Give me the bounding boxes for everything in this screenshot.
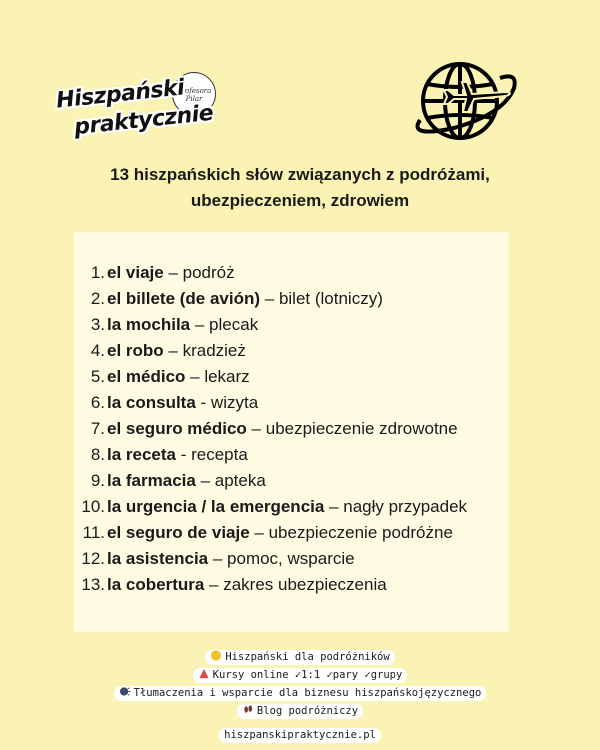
vocab-item xyxy=(74,312,509,338)
vocab-text xyxy=(107,260,509,286)
separator: - xyxy=(195,393,211,412)
vocab-text xyxy=(107,546,509,572)
polish-translation: zakres ubezpieczenia xyxy=(223,575,387,594)
polish-translation: lekarz xyxy=(204,367,250,386)
vocab-number: 11. xyxy=(82,523,105,542)
polish-translation: apteka xyxy=(214,471,266,490)
logo xyxy=(52,70,217,145)
vocab-number: 9. xyxy=(90,471,105,490)
vocab-number: 2. xyxy=(90,289,105,308)
vocab-item xyxy=(74,494,509,520)
vocab-number: 7. xyxy=(90,419,105,438)
separator: – xyxy=(249,523,269,542)
separator: – xyxy=(185,367,205,386)
vocab-text xyxy=(107,416,509,442)
separator: – xyxy=(190,315,210,334)
spanish-term: el viaje xyxy=(107,263,164,282)
vocabulary-list xyxy=(74,260,509,598)
separator: – xyxy=(324,497,344,516)
vocab-item xyxy=(74,572,509,598)
page-title xyxy=(0,162,600,214)
footer-courses-text: Kursy online ✓1:1 ✓pary ✓grupy xyxy=(212,669,403,681)
footer-url-line xyxy=(0,725,600,742)
vocab-item xyxy=(74,364,509,390)
polish-translation: pomoc, wsparcie xyxy=(227,549,355,568)
vocab-text xyxy=(107,468,509,494)
separator: – xyxy=(163,341,183,360)
vocab-item xyxy=(74,286,509,312)
footer-translation-text: Tłumaczenia i wsparcie dla biznesu hiszpańskojęzycznego xyxy=(133,687,482,699)
vocab-number: 3. xyxy=(90,315,105,334)
vocab-item xyxy=(74,520,509,546)
vocab-text xyxy=(107,442,509,468)
vocab-text xyxy=(107,312,509,338)
separator: – xyxy=(204,575,224,594)
footprints-icon xyxy=(242,704,254,715)
vocab-text xyxy=(107,364,509,390)
separator: – xyxy=(163,263,183,282)
polish-translation: ubezpieczenie podróżne xyxy=(268,523,453,542)
vocab-text xyxy=(107,520,509,546)
spanish-term: el seguro médico xyxy=(107,419,247,438)
separator: - xyxy=(176,445,192,464)
vocab-number: 1. xyxy=(90,263,105,282)
spanish-term: el billete (de avión) xyxy=(107,289,261,308)
vocab-item xyxy=(74,468,509,494)
vocab-number: 6. xyxy=(90,393,105,412)
vocab-number: 8. xyxy=(90,445,105,464)
logo-line-1: Hiszpański xyxy=(55,75,186,114)
vocab-number: 10. xyxy=(81,497,105,516)
vocab-number: 4. xyxy=(90,341,105,360)
red-triangle-icon xyxy=(198,668,210,679)
spanish-term: la urgencia / la emergencia xyxy=(107,497,325,516)
spanish-term: la cobertura xyxy=(107,575,205,594)
polish-translation: ubezpieczenie zdrowotne xyxy=(265,419,458,438)
polish-translation: podróż xyxy=(182,263,235,282)
vocab-item xyxy=(74,442,509,468)
vocab-number: 13. xyxy=(81,575,105,594)
vocab-number: 12. xyxy=(81,549,105,568)
vocabulary-card xyxy=(74,232,509,632)
vocab-item xyxy=(74,390,509,416)
vocab-text xyxy=(107,572,509,598)
footer-blog-text: Blog podróżniczy xyxy=(256,705,359,717)
spanish-term: la receta xyxy=(107,445,176,464)
vocab-text xyxy=(107,338,509,364)
separator: – xyxy=(246,419,266,438)
polish-translation: kradzież xyxy=(182,341,246,360)
speaking-head-icon xyxy=(119,686,131,697)
polish-translation: wizyta xyxy=(210,393,259,412)
yellow-circle-icon xyxy=(210,650,222,661)
logo-line-2: praktycznie xyxy=(73,100,215,141)
globe-airplane-icon xyxy=(414,58,520,144)
spanish-term: la mochila xyxy=(107,315,191,334)
spanish-term: la asistencia xyxy=(107,549,209,568)
footer-line-3 xyxy=(0,683,600,700)
polish-translation: recepta xyxy=(191,445,248,464)
vocab-text xyxy=(107,390,509,416)
vocab-item xyxy=(74,416,509,442)
spanish-term: el robo xyxy=(107,341,164,360)
website-link[interactable]: hiszpanskipraktycznie.pl xyxy=(219,728,381,743)
vocab-number: 5. xyxy=(90,367,105,386)
vocab-text xyxy=(107,286,509,312)
footer-travel-text: Hiszpański dla podróżników xyxy=(225,651,390,663)
title-line-1: 13 hiszpańskich słów związanych z podróżami, xyxy=(110,165,490,184)
vocab-item xyxy=(74,260,509,286)
spanish-term: la farmacia xyxy=(107,471,196,490)
polish-translation: bilet (lotniczy) xyxy=(278,289,383,308)
vocab-text xyxy=(107,494,509,520)
title-line-2: ubezpieczeniem, zdrowiem xyxy=(190,191,410,210)
separator: – xyxy=(195,471,215,490)
spanish-term: el seguro de viaje xyxy=(107,523,250,542)
polish-translation: nagły przypadek xyxy=(343,497,468,516)
vocab-item xyxy=(74,546,509,572)
vocab-item xyxy=(74,338,509,364)
logo-badge-text: Profesora Pilar xyxy=(177,87,212,103)
footer-line-1 xyxy=(0,647,600,664)
footer-line-2 xyxy=(0,665,600,682)
polish-translation: plecak xyxy=(209,315,259,334)
spanish-term: el médico xyxy=(107,367,186,386)
separator: – xyxy=(260,289,279,308)
spanish-term: la consulta xyxy=(107,393,196,412)
separator: – xyxy=(208,549,228,568)
footer xyxy=(0,647,600,743)
footer-line-4 xyxy=(0,701,600,718)
